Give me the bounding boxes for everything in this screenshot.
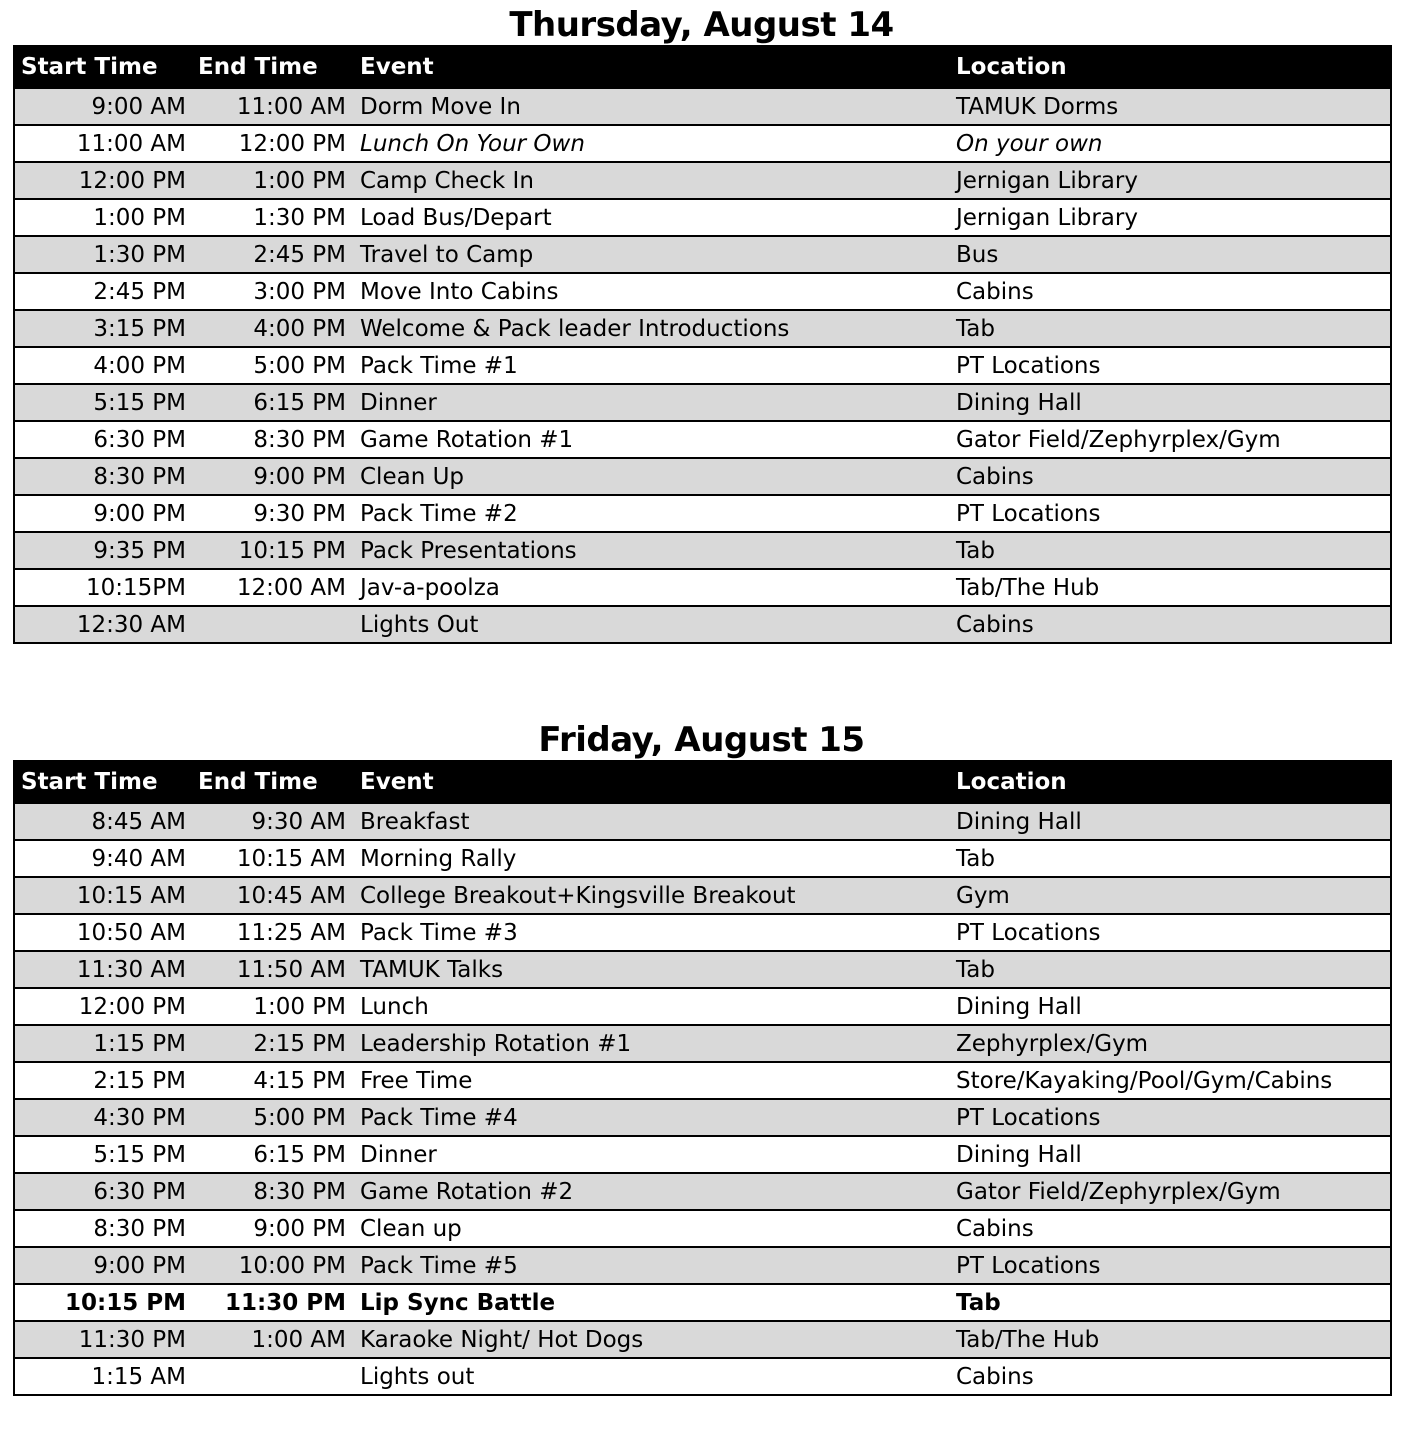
table-row <box>14 803 1391 840</box>
table-row <box>14 1321 1391 1358</box>
event-cell: Jav-a-poolza <box>354 569 950 606</box>
end-time-cell <box>192 1358 354 1395</box>
col-header-end: End Time <box>192 761 354 803</box>
start-time-cell: 9:40 AM <box>14 840 192 877</box>
day-friday <box>13 720 1390 1396</box>
start-time-cell: 2:15 PM <box>14 1062 192 1099</box>
start-time-cell: 12:00 PM <box>14 162 192 199</box>
header-row <box>14 46 1391 88</box>
event-cell: Pack Time #5 <box>354 1247 950 1284</box>
event-cell: Game Rotation #2 <box>354 1173 950 1210</box>
location-cell: Cabins <box>950 1210 1391 1247</box>
location-cell: Dining Hall <box>950 1136 1391 1173</box>
col-header-start: Start Time <box>14 761 192 803</box>
event-cell: Pack Time #3 <box>354 914 950 951</box>
end-time-cell: 11:00 AM <box>192 88 354 125</box>
table-row <box>14 495 1391 532</box>
start-time-cell: 10:15PM <box>14 569 192 606</box>
end-time-cell: 6:15 PM <box>192 384 354 421</box>
event-cell: Lip Sync Battle <box>354 1284 950 1321</box>
location-cell: Bus <box>950 236 1391 273</box>
start-time-cell: 3:15 PM <box>14 310 192 347</box>
event-cell: Camp Check In <box>354 162 950 199</box>
schedule-table <box>13 45 1392 644</box>
table-row <box>14 914 1391 951</box>
location-cell: Tab <box>950 951 1391 988</box>
end-time-cell: 11:30 PM <box>192 1284 354 1321</box>
end-time-cell: 1:00 PM <box>192 988 354 1025</box>
end-time-cell: 8:30 PM <box>192 421 354 458</box>
start-time-cell: 10:15 AM <box>14 877 192 914</box>
start-time-cell: 9:35 PM <box>14 532 192 569</box>
table-row <box>14 840 1391 877</box>
location-cell: Gym <box>950 877 1391 914</box>
end-time-cell: 1:00 AM <box>192 1321 354 1358</box>
table-row <box>14 1173 1391 1210</box>
event-cell: Pack Time #2 <box>354 495 950 532</box>
location-cell: Gator Field/Zephyrplex/Gym <box>950 1173 1391 1210</box>
event-cell: Dinner <box>354 1136 950 1173</box>
col-header-event: Event <box>354 46 950 88</box>
table-row <box>14 532 1391 569</box>
location-cell: Tab <box>950 840 1391 877</box>
table-row <box>14 384 1391 421</box>
event-cell: Pack Time #1 <box>354 347 950 384</box>
table-row <box>14 310 1391 347</box>
location-cell: PT Locations <box>950 1099 1391 1136</box>
start-time-cell: 9:00 AM <box>14 88 192 125</box>
location-cell: PT Locations <box>950 495 1391 532</box>
schedule-table <box>13 760 1392 1396</box>
event-cell: Travel to Camp <box>354 236 950 273</box>
start-time-cell: 1:00 PM <box>14 199 192 236</box>
location-cell: Cabins <box>950 606 1391 643</box>
location-cell: Dining Hall <box>950 803 1391 840</box>
start-time-cell: 11:30 PM <box>14 1321 192 1358</box>
location-cell: Jernigan Library <box>950 162 1391 199</box>
end-time-cell: 5:00 PM <box>192 347 354 384</box>
table-row <box>14 1062 1391 1099</box>
header-row <box>14 761 1391 803</box>
col-header-location: Location <box>950 46 1391 88</box>
end-time-cell: 6:15 PM <box>192 1136 354 1173</box>
start-time-cell: 2:45 PM <box>14 273 192 310</box>
start-time-cell: 10:50 AM <box>14 914 192 951</box>
event-cell: Lunch On Your Own <box>354 125 950 162</box>
day-title: Thursday, August 14 <box>509 5 894 45</box>
location-cell: Dining Hall <box>950 988 1391 1025</box>
table-row <box>14 606 1391 643</box>
event-cell: Load Bus/Depart <box>354 199 950 236</box>
day-title: Friday, August 15 <box>538 720 865 760</box>
start-time-cell: 8:30 PM <box>14 1210 192 1247</box>
location-cell: Cabins <box>950 1358 1391 1395</box>
event-cell: Pack Time #4 <box>354 1099 950 1136</box>
start-time-cell: 12:00 PM <box>14 988 192 1025</box>
table-row <box>14 88 1391 125</box>
start-time-cell: 8:30 PM <box>14 458 192 495</box>
event-cell: Clean up <box>354 1210 950 1247</box>
col-header-location: Location <box>950 761 1391 803</box>
start-time-cell: 1:15 PM <box>14 1025 192 1062</box>
end-time-cell: 11:25 AM <box>192 914 354 951</box>
table-row <box>14 1099 1391 1136</box>
start-time-cell: 4:00 PM <box>14 347 192 384</box>
event-cell: Lights out <box>354 1358 950 1395</box>
location-cell: Tab/The Hub <box>950 569 1391 606</box>
table-row <box>14 199 1391 236</box>
col-header-end: End Time <box>192 46 354 88</box>
end-time-cell: 10:15 AM <box>192 840 354 877</box>
table-row <box>14 569 1391 606</box>
start-time-cell: 8:45 AM <box>14 803 192 840</box>
col-header-start: Start Time <box>14 46 192 88</box>
end-time-cell: 9:30 AM <box>192 803 354 840</box>
day-thursday <box>13 5 1390 644</box>
start-time-cell: 9:00 PM <box>14 1247 192 1284</box>
location-cell: Dining Hall <box>950 384 1391 421</box>
event-cell: Lunch <box>354 988 950 1025</box>
end-time-cell: 4:15 PM <box>192 1062 354 1099</box>
end-time-cell: 3:00 PM <box>192 273 354 310</box>
location-cell: Tab/The Hub <box>950 1321 1391 1358</box>
end-time-cell: 10:00 PM <box>192 1247 354 1284</box>
start-time-cell: 9:00 PM <box>14 495 192 532</box>
event-cell: Karaoke Night/ Hot Dogs <box>354 1321 950 1358</box>
location-cell: Zephyrplex/Gym <box>950 1025 1391 1062</box>
start-time-cell: 5:15 PM <box>14 384 192 421</box>
table-row <box>14 951 1391 988</box>
location-cell: PT Locations <box>950 1247 1391 1284</box>
start-time-cell: 6:30 PM <box>14 1173 192 1210</box>
event-cell: Dinner <box>354 384 950 421</box>
table-row <box>14 1210 1391 1247</box>
end-time-cell: 4:00 PM <box>192 310 354 347</box>
table-row <box>14 988 1391 1025</box>
location-cell: Cabins <box>950 273 1391 310</box>
event-cell: Clean Up <box>354 458 950 495</box>
event-cell: Move Into Cabins <box>354 273 950 310</box>
end-time-cell: 8:30 PM <box>192 1173 354 1210</box>
event-cell: TAMUK Talks <box>354 951 950 988</box>
end-time-cell: 9:30 PM <box>192 495 354 532</box>
end-time-cell: 1:30 PM <box>192 199 354 236</box>
table-row <box>14 1284 1391 1321</box>
end-time-cell: 10:15 PM <box>192 532 354 569</box>
table-row <box>14 1025 1391 1062</box>
event-cell: Welcome & Pack leader Introductions <box>354 310 950 347</box>
end-time-cell: 2:45 PM <box>192 236 354 273</box>
end-time-cell: 10:45 AM <box>192 877 354 914</box>
start-time-cell: 1:15 AM <box>14 1358 192 1395</box>
location-cell: Tab <box>950 310 1391 347</box>
end-time-cell: 5:00 PM <box>192 1099 354 1136</box>
table-row <box>14 1358 1391 1395</box>
location-cell: Tab <box>950 532 1391 569</box>
location-cell: Gator Field/Zephyrplex/Gym <box>950 421 1391 458</box>
end-time-cell: 9:00 PM <box>192 458 354 495</box>
location-cell: On your own <box>950 125 1391 162</box>
table-row <box>14 877 1391 914</box>
event-cell: Lights Out <box>354 606 950 643</box>
event-cell: Free Time <box>354 1062 950 1099</box>
table-row <box>14 1247 1391 1284</box>
start-time-cell: 11:00 AM <box>14 125 192 162</box>
table-row <box>14 421 1391 458</box>
start-time-cell: 6:30 PM <box>14 421 192 458</box>
location-cell: Store/Kayaking/Pool/Gym/Cabins <box>950 1062 1391 1099</box>
end-time-cell: 1:00 PM <box>192 162 354 199</box>
end-time-cell: 9:00 PM <box>192 1210 354 1247</box>
table-row <box>14 273 1391 310</box>
event-cell: Game Rotation #1 <box>354 421 950 458</box>
start-time-cell: 4:30 PM <box>14 1099 192 1136</box>
end-time-cell: 2:15 PM <box>192 1025 354 1062</box>
location-cell: TAMUK Dorms <box>950 88 1391 125</box>
table-row <box>14 162 1391 199</box>
end-time-cell: 12:00 AM <box>192 569 354 606</box>
location-cell: Cabins <box>950 458 1391 495</box>
event-cell: Leadership Rotation #1 <box>354 1025 950 1062</box>
start-time-cell: 5:15 PM <box>14 1136 192 1173</box>
end-time-cell <box>192 606 354 643</box>
table-row <box>14 458 1391 495</box>
table-row <box>14 125 1391 162</box>
location-cell: PT Locations <box>950 347 1391 384</box>
end-time-cell: 11:50 AM <box>192 951 354 988</box>
event-cell: College Breakout+Kingsville Breakout <box>354 877 950 914</box>
start-time-cell: 12:30 AM <box>14 606 192 643</box>
end-time-cell: 12:00 PM <box>192 125 354 162</box>
table-row <box>14 1136 1391 1173</box>
table-row <box>14 347 1391 384</box>
table-row <box>14 236 1391 273</box>
location-cell: Tab <box>950 1284 1391 1321</box>
col-header-event: Event <box>354 761 950 803</box>
event-cell: Pack Presentations <box>354 532 950 569</box>
location-cell: PT Locations <box>950 914 1391 951</box>
event-cell: Morning Rally <box>354 840 950 877</box>
start-time-cell: 10:15 PM <box>14 1284 192 1321</box>
start-time-cell: 1:30 PM <box>14 236 192 273</box>
event-cell: Dorm Move In <box>354 88 950 125</box>
location-cell: Jernigan Library <box>950 199 1391 236</box>
start-time-cell: 11:30 AM <box>14 951 192 988</box>
event-cell: Breakfast <box>354 803 950 840</box>
